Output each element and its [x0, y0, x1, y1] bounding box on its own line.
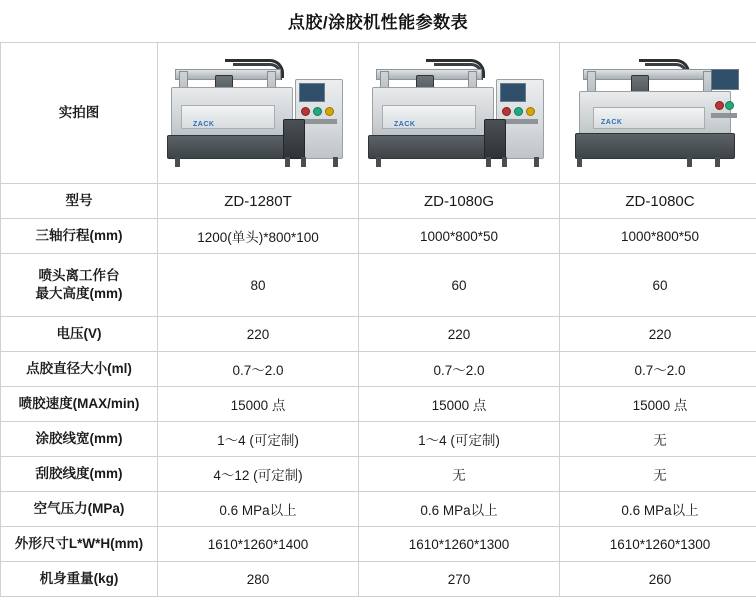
table-row-voltage — [1, 317, 756, 352]
cell-scraping-width-1: 4～12 (可定制) — [158, 457, 359, 492]
cell-model-1: ZD-1280T — [158, 184, 359, 219]
cell-weight-3: 260 — [560, 562, 756, 597]
table-row-dot-diameter — [1, 352, 756, 387]
table-row-dimensions — [1, 527, 756, 562]
row-label-glue-speed: 喷胶速度(MAX/min) — [1, 387, 158, 422]
row-label-weight: 机身重量(kg) — [1, 562, 158, 597]
machine-base — [368, 135, 498, 159]
cell-air-pressure-2: 0.6 MPa以上 — [359, 492, 560, 527]
control-knob-red-icon — [715, 101, 724, 110]
page-title: 点胶/涂胶机性能参数表 — [0, 0, 756, 42]
control-knob-green-icon — [514, 107, 523, 116]
cell-voltage-3: 220 — [560, 317, 756, 352]
control-knob-yellow-icon — [325, 107, 334, 116]
cell-dot-diameter-1: 0.7～2.0 — [158, 352, 359, 387]
machine-illustration-zd1280t — [163, 57, 353, 169]
row-label-coating-width: 涂胶线宽(mm) — [1, 422, 158, 457]
control-screen — [299, 83, 325, 102]
cell-scraping-width-3: 无 — [560, 457, 756, 492]
cell-voltage-1: 220 — [158, 317, 359, 352]
brand-mark: ZACK — [601, 119, 622, 126]
control-knob-yellow-icon — [526, 107, 535, 116]
cell-model-3: ZD-1080C — [560, 184, 756, 219]
cell-nozzle-height-2: 60 — [359, 254, 560, 317]
machine-leg — [502, 157, 507, 167]
machine-photo-cell-2 — [359, 43, 560, 184]
cell-dot-diameter-2: 0.7～2.0 — [359, 352, 560, 387]
table-row-photo — [1, 43, 756, 184]
table-row-model — [1, 184, 756, 219]
control-knob-green-icon — [313, 107, 322, 116]
cell-model-2: ZD-1080G — [359, 184, 560, 219]
row-label-model: 型号 — [1, 184, 158, 219]
cabinet-panel-strip — [711, 113, 737, 118]
machine-illustration-zd1080g — [364, 57, 554, 169]
machine-leg — [376, 157, 381, 167]
cell-glue-speed-3: 15000 点 — [560, 387, 756, 422]
cell-air-pressure-1: 0.6 MPa以上 — [158, 492, 359, 527]
cell-coating-width-1: 1～4 (可定制) — [158, 422, 359, 457]
table-row-axis-travel — [1, 219, 756, 254]
table-row-weight — [1, 562, 756, 597]
row-label-photo: 实拍图 — [1, 43, 158, 184]
machine-leg — [577, 157, 582, 167]
glue-drum — [484, 119, 506, 159]
table-row-air-pressure — [1, 492, 756, 527]
cell-weight-2: 270 — [359, 562, 560, 597]
table-row-coating-width — [1, 422, 756, 457]
table-row-glue-speed — [1, 387, 756, 422]
cell-axis-travel-3: 1000*800*50 — [560, 219, 756, 254]
machine-leg — [285, 157, 290, 167]
row-label-scraping-width: 刮胶线度(mm) — [1, 457, 158, 492]
machine-leg — [534, 157, 539, 167]
control-screen — [711, 69, 739, 90]
table-row-scraping-width — [1, 457, 756, 492]
brand-mark: ZACK — [394, 121, 415, 128]
cell-coating-width-2: 1～4 (可定制) — [359, 422, 560, 457]
cell-axis-travel-2: 1000*800*50 — [359, 219, 560, 254]
control-knob-red-icon — [301, 107, 310, 116]
control-screen — [500, 83, 526, 102]
cell-dimensions-2: 1610*1260*1300 — [359, 527, 560, 562]
row-label-nozzle-height-line2: 最大高度(mm) — [3, 285, 155, 303]
machine-leg — [687, 157, 692, 167]
row-label-nozzle-height — [1, 254, 158, 317]
control-knob-red-icon — [502, 107, 511, 116]
control-knob-green-icon — [725, 101, 734, 110]
row-label-axis-travel: 三轴行程(mm) — [1, 219, 158, 254]
row-label-dot-diameter: 点胶直径大小(ml) — [1, 352, 158, 387]
row-label-air-pressure: 空气压力(MPa) — [1, 492, 158, 527]
cell-dot-diameter-3: 0.7～2.0 — [560, 352, 756, 387]
machine-illustration-zd1080c — [565, 57, 755, 169]
cell-axis-travel-1: 1200(单头)*800*100 — [158, 219, 359, 254]
machine-base — [575, 133, 735, 159]
brand-mark: ZACK — [193, 121, 214, 128]
machine-leg — [333, 157, 338, 167]
row-label-nozzle-height-line1: 喷头离工作台 — [3, 267, 155, 285]
machine-base — [167, 135, 297, 159]
cell-voltage-2: 220 — [359, 317, 560, 352]
cell-scraping-width-2: 无 — [359, 457, 560, 492]
machine-photo-cell-1 — [158, 43, 359, 184]
cell-glue-speed-1: 15000 点 — [158, 387, 359, 422]
machine-leg — [486, 157, 491, 167]
cell-dimensions-1: 1610*1260*1400 — [158, 527, 359, 562]
cell-nozzle-height-3: 60 — [560, 254, 756, 317]
glue-drum — [283, 119, 305, 159]
table-row-nozzle-height — [1, 254, 756, 317]
row-label-voltage: 电压(V) — [1, 317, 158, 352]
machine-photo-cell-3 — [560, 43, 756, 184]
row-label-dimensions: 外形尺寸L*W*H(mm) — [1, 527, 158, 562]
specification-table — [0, 42, 756, 597]
machine-leg — [175, 157, 180, 167]
machine-leg — [301, 157, 306, 167]
cell-dimensions-3: 1610*1260*1300 — [560, 527, 756, 562]
cell-air-pressure-3: 0.6 MPa以上 — [560, 492, 756, 527]
cell-nozzle-height-1: 80 — [158, 254, 359, 317]
cell-coating-width-3: 无 — [560, 422, 756, 457]
cell-weight-1: 280 — [158, 562, 359, 597]
machine-leg — [715, 157, 720, 167]
cell-glue-speed-2: 15000 点 — [359, 387, 560, 422]
